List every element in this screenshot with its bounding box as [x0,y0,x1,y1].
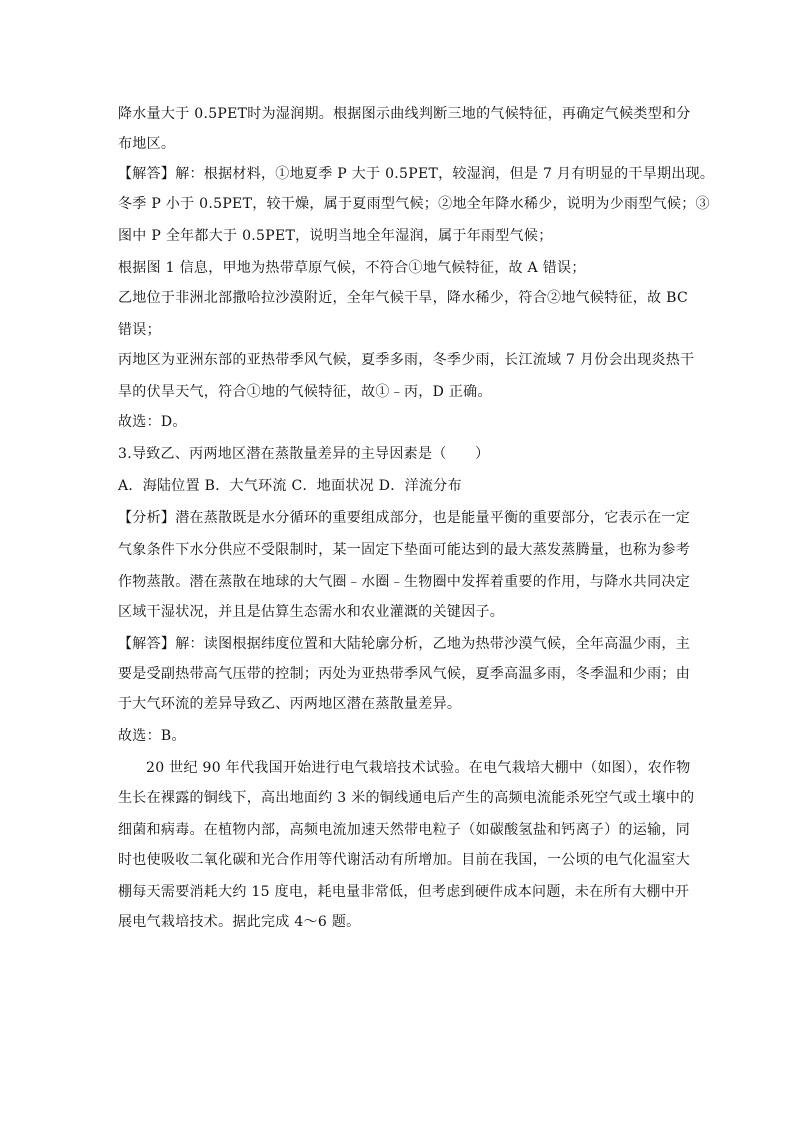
answer-heading-line: 【解答】解：读图根据纬度位置和大陆轮廓分析，乙地为热带沙漠气候，全年高温少雨，主 [118,636,690,652]
paragraph-first-line: 20 世纪 90 年代我国开始进行电气栽培技术试验。在电气栽培大棚中（如图），农作物 [146,760,691,776]
text-line: 气象条件下水分供应不受限制时，某一固定下垫面可能达到的最大蒸发蒸腾量，也称为参考 [118,542,690,558]
text-line: 于大气环流的差异导致乙、丙两地区潜在蒸散量差异。 [118,696,462,712]
question-line: 3.导致乙、丙两地区潜在蒸散量差异的主导因素是（ ） [118,446,490,462]
text-line: 错误； [118,322,161,338]
text-line: 降水量大于 0.5PET时为湿润期。根据图示曲线判断三地的气候特征，再确定气候类型和分 [118,106,691,122]
text-line: 要是受副热带高气压带的控制；丙处为亚热带季风气候，夏季高温多雨，冬季温和少雨；由 [118,666,690,682]
text-line: 展电气栽培技术。据此完成 4～6 题。 [118,914,361,930]
text-line: 旱的伏旱天气，符合①地的气候特征，故①﹣丙，D 正确。 [118,384,492,400]
text-line: 根据图 1 信息，甲地为热带草原气候，不符合①地气候特征，故 A 错误； [118,260,586,276]
choice-answer-line: 故选：B。 [118,728,186,744]
text-line: 细菌和病毒。在植物内部，高频电流加速天然带电粒子（如碳酸氢盐和钙离子）的运输，同 [118,822,690,838]
text-line: 区域干湿状况，并且是估算生态需水和农业灌溉的关键因子。 [118,604,505,620]
text-line: 棚每天需要消耗大约 15 度电，耗电量非常低，但考虑到硬件成本问题，未在所有大棚中开 [118,884,690,900]
options-line: A．海陆位置 B．大气环流 C．地面状况 D．洋流分布 [118,478,462,494]
text-line: 图中 P 全年都大于 0.5PET，说明当地全年湿润，属于年雨型气候； [118,228,553,244]
text-line: 生长在裸露的铜线下，高出地面约 3 米的铜线通电后产生的高频电流能杀死空气或土壤中的 [118,790,695,806]
text-line: 作物蒸散。潜在蒸散在地球的大气圈﹣水圈﹣生物圈中发挥着重要的作用，与降水共同决定 [118,574,690,590]
text-line: 时也使吸收二氧化碳和光合作用等代谢活动有所增加。目前在我国，一公顷的电气化温室大 [118,852,690,868]
analysis-heading-line: 【分析】潜在蒸散既是水分循环的重要组成部分，也是能量平衡的重要部分，它表示在一定 [118,510,690,526]
text-line: 乙地位于非洲北部撒哈拉沙漠附近，全年气候干旱，降水稀少，符合②地气候特征，故 BC [118,290,689,306]
text-line: 丙地区为亚洲东部的亚热带季风气候，夏季多雨，冬季少雨，长江流域 7 月份会出现炎热干 [118,352,695,368]
text-line: 布地区。 [118,136,176,152]
answer-heading-line: 【解答】解：根据材料，①地夏季 P 大于 0.5PET，较湿润，但是 7 月有明显的干旱期出现。 [118,166,715,182]
text-line: 冬季 P 小于 0.5PET，较干燥，属于夏雨型气候；②地全年降水稀少，说明为少雨型气候；③ [118,196,710,212]
choice-answer-line: 故选：D。 [118,414,187,430]
